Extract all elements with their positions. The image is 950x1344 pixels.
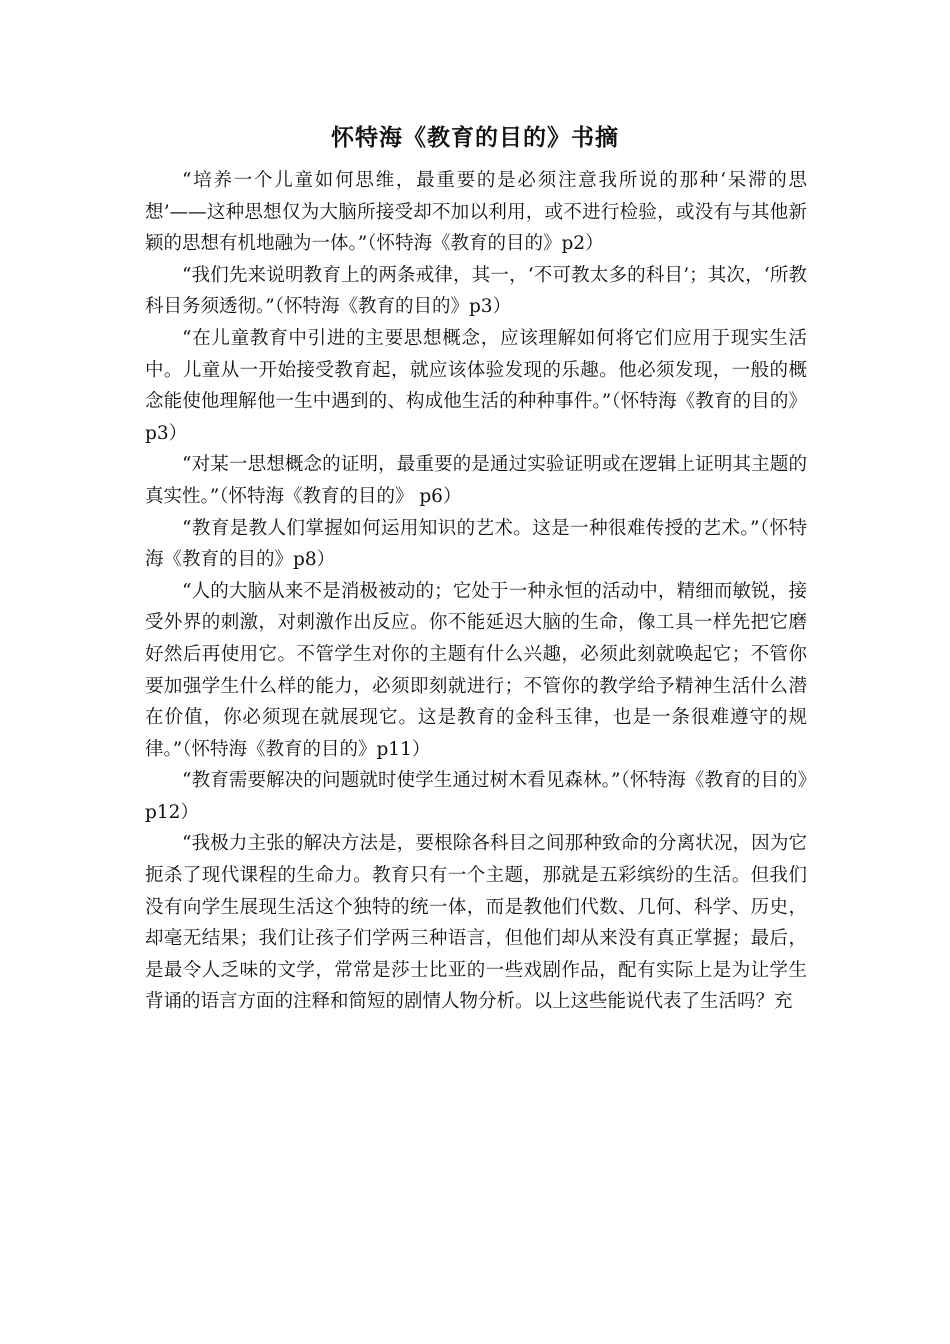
quote-paragraph: “对某一思想概念的证明，最重要的是通过实验证明或在逻辑上证明其主题的真实性。”（怀特海《教育的目的》 p6） <box>145 454 807 507</box>
quote-paragraph: “培养一个儿童如何思维，最重要的是必须注意我所说的那种‘呆滞的思想’——这种思想仅为大脑所接受却不加以利用，或不进行检验，或没有与其他新颖的思想有机地融为一体。”（怀特海《教育的目的》p2） <box>145 170 807 255</box>
quote-paragraph: “教育需要解决的问题就时使学生通过树木看见森林。”（怀特海《教育的目的》p12） <box>145 770 807 823</box>
document-body <box>145 165 807 1018</box>
quote-paragraph: “在儿童教育中引进的主要思想概念，应该理解如何将它们应用于现实生活中。儿童从一开始接受教育起，就应该体验发现的乐趣。他必须发现，一般的概念能使他理解他一生中遇到的、构成他生活的种种事件。”（怀特海《教育的目的》p3） <box>145 327 807 444</box>
quote-paragraph: “教育是教人们掌握如何运用知识的艺术。这是一种很难传授的艺术。”（怀特海《教育的目的》p8） <box>145 517 807 571</box>
quote-paragraph: “人的大脑从来不是消极被动的；它处于一种永恒的活动中，精细而敏锐，接受外界的刺激，对刺激作出反应。你不能延迟大脑的生命，像工具一样先把它磨好然后再使用它。不管学生对你的主题有什么兴趣，必须此刻就唤起它；不管你要加强学生什么样的能力，必须即刻就进行；不管你的教学给予精神生活什么潜在价值，你必须现在就展现它。这是教育的金科玉律，也是一条很难遵守的规律。”（怀特海《教育的目的》p11） <box>145 580 807 760</box>
document-title: 怀特海《教育的目的》书摘 <box>331 125 619 151</box>
quote-paragraph: “我们先来说明教育上的两条戒律，其一，‘不可教太多的科目’；其次，‘所教科目务须透彻。”（怀特海《教育的目的》p3） <box>145 264 807 318</box>
quote-paragraph: “我极力主张的解决方法是，要根除各科目之间那种致命的分离状况，因为它扼杀了现代课程的生命力。教育只有一个主题，那就是五彩缤纷的生活。但我们没有向学生展现生活这个独特的统一体，而是教他们代数、几何、科学、历史，却毫无结果；我们让孩子们学两三种语言，但他们却从来没有真正掌握；最后，是最令人乏味的文学，常常是莎士比亚的一些戏剧作品，配有实际上是为让学生背诵的语言方面的注释和简短的剧情人物分析。以上这些能说代表了生活吗？充 <box>145 833 807 1013</box>
